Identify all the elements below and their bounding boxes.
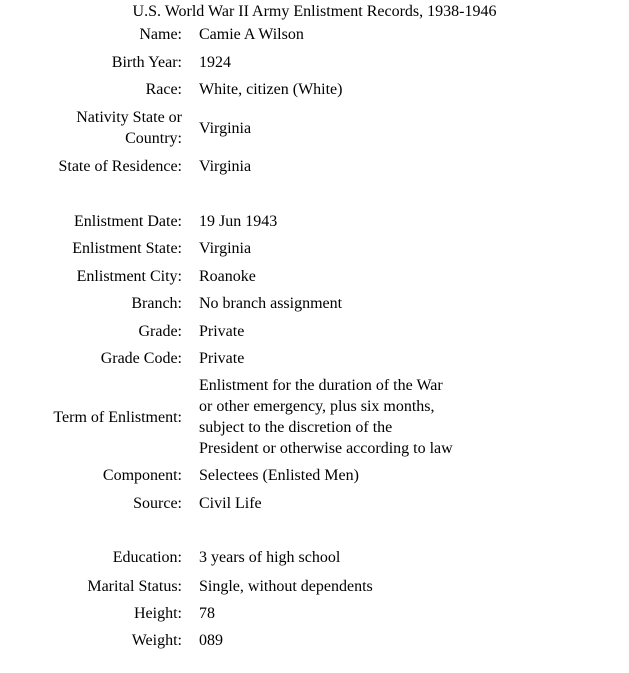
field-value-nativity: Virginia xyxy=(199,120,252,137)
field-value-term-line: Enlistment for the duration of the War xyxy=(199,377,443,394)
field-label-race: Race: xyxy=(145,81,182,98)
field-value-grade-code: Private xyxy=(199,350,245,367)
field-value-grade: Private xyxy=(199,323,245,340)
field-value-term-line: subject to the discretion of the xyxy=(199,419,393,436)
field-value-education: 3 years of high school xyxy=(199,549,341,566)
field-label-grade: Grade: xyxy=(138,323,182,340)
field-label-enlistment-date: Enlistment Date: xyxy=(74,213,182,230)
field-label-nativity-line1: Nativity State or xyxy=(76,109,182,126)
field-value-enlistment-date: 19 Jun 1943 xyxy=(199,213,278,230)
field-label-nativity-line2: Country: xyxy=(125,130,182,147)
record-title: U.S. World War II Army Enlistment Records, 1938-1946 xyxy=(132,3,497,20)
field-value-birth-year: 1924 xyxy=(199,54,231,71)
field-value-component: Selectees (Enlisted Men) xyxy=(199,467,359,484)
field-value-name: Camie A Wilson xyxy=(199,26,304,43)
field-label-height: Height: xyxy=(134,605,182,622)
field-label-state-of-residence: State of Residence: xyxy=(58,158,182,175)
field-label-branch: Branch: xyxy=(131,295,182,312)
field-label-component: Component: xyxy=(102,467,182,484)
field-label-birth-year: Birth Year: xyxy=(111,54,182,71)
field-label-enlistment-state: Enlistment State: xyxy=(72,240,182,257)
field-value-state-of-residence: Virginia xyxy=(199,158,252,175)
field-label-term-of-enlistment: Term of Enlistment: xyxy=(53,409,182,426)
field-value-term-line: or other emergency, plus six months, xyxy=(199,398,435,415)
field-value-marital-status: Single, without dependents xyxy=(199,578,373,595)
field-value-source: Civil Life xyxy=(199,495,262,512)
field-label-education: Education: xyxy=(112,549,182,566)
field-value-enlistment-state: Virginia xyxy=(199,240,252,257)
field-label-weight: Weight: xyxy=(131,632,182,649)
field-label-name: Name: xyxy=(139,26,182,43)
field-value-branch: No branch assignment xyxy=(199,295,343,312)
field-value-enlistment-city: Roanoke xyxy=(199,268,256,285)
field-value-height: 78 xyxy=(199,605,215,622)
field-label-source: Source: xyxy=(133,495,182,512)
field-label-enlistment-city: Enlistment City: xyxy=(76,268,182,285)
field-value-term-line: President or otherwise according to law xyxy=(199,440,453,457)
field-value-race: White, citizen (White) xyxy=(199,81,343,98)
field-label-marital-status: Marital Status: xyxy=(87,578,182,595)
field-label-grade-code: Grade Code: xyxy=(100,350,182,367)
field-value-weight: 089 xyxy=(199,632,223,649)
